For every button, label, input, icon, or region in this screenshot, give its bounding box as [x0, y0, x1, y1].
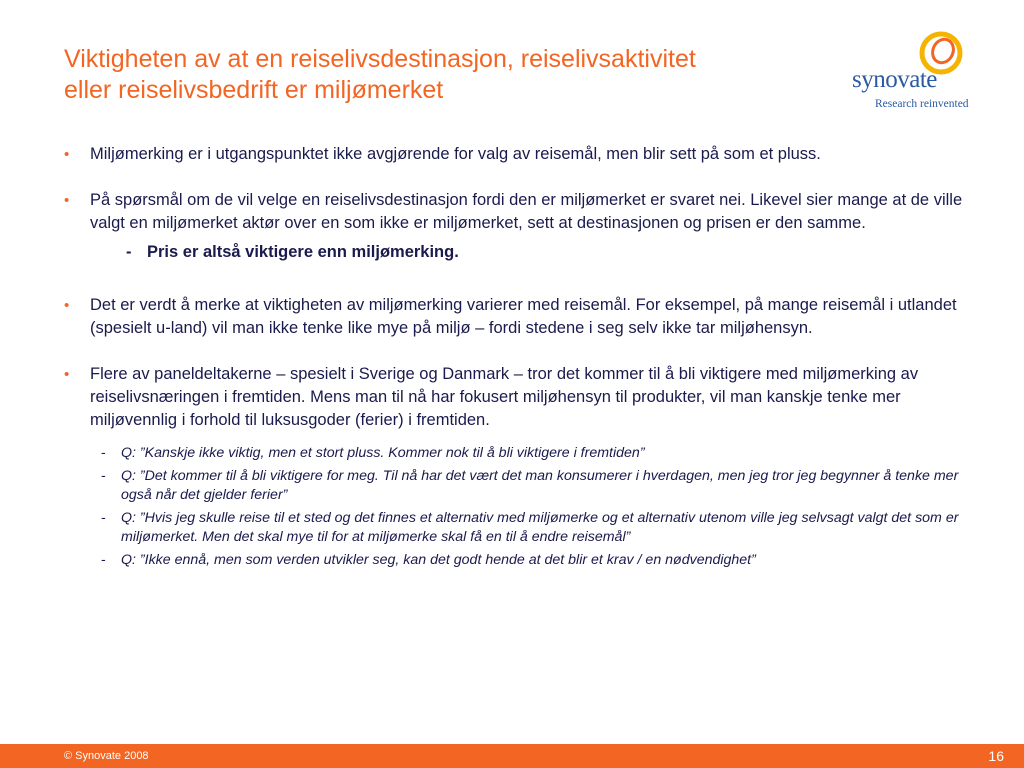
quote-item: [64, 444, 964, 463]
bullet-text: Flere av paneldeltakerne – spesielt i Sverige og Danmark – tror det kommer til å bli viktigere med miljømerking av reiselivsnæringen i fremtiden. Mens man til nå har fokusert miljøhensyn til produkter, vil man kanskje tenke mer miljøvennlig i forhold til luksusgoder (ferier) i fremtiden.: [90, 365, 919, 429]
bullet-item: [64, 143, 964, 166]
slide-title-line-2: eller reiselivsbedrift er miljømerket: [64, 76, 444, 104]
bullet-icon: •: [64, 192, 70, 209]
bullet-text: På spørsmål om de vil velge en reiselivsdestinasjon fordi den er miljømerket er svaret nei. Likevel sier mange at de ville valgt en miljømerket aktør over en som ikke er miljømerket, sett at destinasjonen og prisen er den samme.: [90, 191, 963, 232]
bullet-icon: •: [64, 297, 70, 314]
quote-text: Q: ”Det kommer til å bli viktigere for meg. Til nå har det vært det man konsumerer i hverdagen, men jeg tror jeg begynner å tenke mer også når det gjelder ferier”: [121, 468, 959, 503]
copyright-text: © Synovate 2008: [64, 750, 149, 762]
dash-icon: -: [101, 552, 106, 568]
bullet-item: [64, 363, 964, 432]
synovate-logo: [852, 30, 967, 115]
slide-title: [64, 44, 824, 106]
logo-tagline: Research reinvented: [875, 98, 969, 110]
footer-bar: [0, 744, 1024, 768]
bullet-icon: •: [64, 366, 70, 383]
logo-name: synovate: [852, 66, 937, 93]
bullet-item: [64, 189, 964, 264]
quote-list: [64, 444, 964, 570]
slide-title-line-1: Viktigheten av at en reiselivsdestinasjon, reiselivsaktivitet: [64, 45, 696, 73]
slide-body: [64, 143, 964, 574]
dash-icon: -: [101, 510, 106, 526]
quote-text: Q: ”Kanskje ikke viktig, men et stort pluss. Kommer nok til å bli viktigere i fremtiden”: [121, 445, 645, 461]
dash-icon: -: [101, 468, 106, 484]
quote-item: [64, 551, 964, 570]
dash-icon: -: [126, 243, 132, 261]
page-number: 16: [988, 748, 1004, 764]
dash-icon: -: [101, 445, 106, 461]
bullet-text: Miljømerking er i utgangspunktet ikke avgjørende for valg av reisemål, men blir sett på som et pluss.: [90, 145, 821, 163]
quote-item: [64, 509, 964, 547]
sub-point: [90, 241, 964, 264]
quote-item: [64, 467, 964, 505]
bullet-icon: •: [64, 146, 70, 163]
quote-text: Q: ”Hvis jeg skulle reise til et sted og det finnes et alternativ med miljømerke og et alternativ utenom ville jeg selvsagt valgt det som er miljømerket. Men det skal mye til for at miljømerke skal få en til å endre reisemål”: [121, 510, 959, 545]
sub-point-text: Pris er altså viktigere enn miljømerking.: [147, 243, 459, 261]
bullet-item: [64, 294, 964, 340]
quote-text: Q: ”Ikke ennå, men som verden utvikler seg, kan det godt hende at det blir et krav / en nødvendighet”: [121, 552, 756, 568]
bullet-text: Det er verdt å merke at viktigheten av miljømerking varierer med reisemål. For eksempel, på mange reisemål i utlandet (spesielt u-land) vil man ikke tenke like mye på miljø – fordi stedene i seg selv ikke tar miljøhensyn.: [90, 296, 957, 337]
